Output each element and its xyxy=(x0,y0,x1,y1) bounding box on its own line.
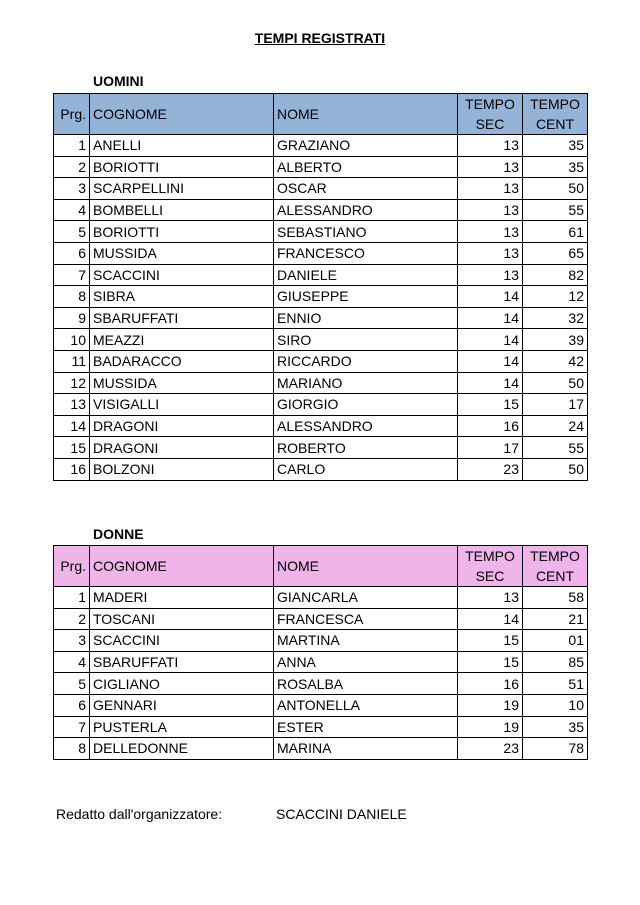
cell-tempo-sec: 15 xyxy=(458,630,523,652)
cell-tempo-sec: 17 xyxy=(458,437,523,459)
men-section-label: UOMINI xyxy=(93,73,144,89)
cell-tempo-cent: 50 xyxy=(523,178,588,200)
cell-prg: 6 xyxy=(54,694,90,716)
table-row xyxy=(54,264,588,286)
cell-tempo-cent: 12 xyxy=(523,286,588,308)
header-tempo-cent-line1: TEMPO xyxy=(523,546,588,567)
cell-tempo-cent: 61 xyxy=(523,221,588,243)
cell-prg: 16 xyxy=(54,458,90,480)
table-row xyxy=(54,135,588,157)
table-row xyxy=(54,178,588,200)
cell-cognome: BADARACCO xyxy=(90,350,274,372)
cell-cognome: DRAGONI xyxy=(90,415,274,437)
table-row xyxy=(54,651,588,673)
cell-tempo-sec: 13 xyxy=(458,135,523,157)
table-row xyxy=(54,394,588,416)
cell-tempo-cent: 10 xyxy=(523,694,588,716)
cell-nome: CARLO xyxy=(274,458,458,480)
cell-prg: 8 xyxy=(54,286,90,308)
cell-prg: 15 xyxy=(54,437,90,459)
cell-prg: 5 xyxy=(54,673,90,695)
table-row xyxy=(54,156,588,178)
cell-tempo-sec: 13 xyxy=(458,264,523,286)
cell-prg: 8 xyxy=(54,738,90,760)
cell-nome: ANTONELLA xyxy=(274,694,458,716)
cell-nome: SEBASTIANO xyxy=(274,221,458,243)
men-table-body xyxy=(54,135,588,481)
cell-tempo-cent: 50 xyxy=(523,372,588,394)
cell-tempo-sec: 13 xyxy=(458,587,523,609)
table-row xyxy=(54,307,588,329)
cell-nome: GIUSEPPE xyxy=(274,286,458,308)
cell-tempo-sec: 13 xyxy=(458,156,523,178)
cell-tempo-sec: 13 xyxy=(458,178,523,200)
cell-tempo-sec: 19 xyxy=(458,694,523,716)
table-row xyxy=(54,437,588,459)
cell-cognome: SBARUFFATI xyxy=(90,651,274,673)
table-row xyxy=(54,630,588,652)
cell-prg: 4 xyxy=(54,199,90,221)
cell-prg: 1 xyxy=(54,135,90,157)
cell-tempo-cent: 42 xyxy=(523,350,588,372)
cell-tempo-sec: 23 xyxy=(458,738,523,760)
cell-prg: 12 xyxy=(54,372,90,394)
header-tempo-cent-line2: CENT xyxy=(523,114,588,135)
cell-cognome: MEAZZI xyxy=(90,329,274,351)
cell-tempo-cent: 82 xyxy=(523,264,588,286)
cell-nome: ENNIO xyxy=(274,307,458,329)
cell-nome: FRANCESCO xyxy=(274,242,458,264)
cell-cognome: MUSSIDA xyxy=(90,242,274,264)
cell-prg: 2 xyxy=(54,156,90,178)
cell-cognome: CIGLIANO xyxy=(90,673,274,695)
cell-nome: OSCAR xyxy=(274,178,458,200)
cell-tempo-cent: 85 xyxy=(523,651,588,673)
cell-tempo-cent: 58 xyxy=(523,587,588,609)
header-tempo-sec-line2: SEC xyxy=(458,566,523,587)
cell-tempo-cent: 78 xyxy=(523,738,588,760)
cell-tempo-sec: 13 xyxy=(458,242,523,264)
cell-tempo-sec: 23 xyxy=(458,458,523,480)
cell-tempo-cent: 65 xyxy=(523,242,588,264)
cell-nome: FRANCESCA xyxy=(274,608,458,630)
cell-tempo-cent: 55 xyxy=(523,199,588,221)
cell-tempo-sec: 16 xyxy=(458,673,523,695)
cell-tempo-cent: 50 xyxy=(523,458,588,480)
cell-prg: 6 xyxy=(54,242,90,264)
cell-cognome: VISIGALLI xyxy=(90,394,274,416)
cell-cognome: SBARUFFATI xyxy=(90,307,274,329)
cell-tempo-cent: 24 xyxy=(523,415,588,437)
cell-tempo-cent: 55 xyxy=(523,437,588,459)
cell-cognome: BOLZONI xyxy=(90,458,274,480)
table-row xyxy=(54,286,588,308)
women-table xyxy=(53,545,588,760)
header-nome: NOME xyxy=(274,546,458,587)
cell-prg: 4 xyxy=(54,651,90,673)
cell-prg: 7 xyxy=(54,716,90,738)
table-row xyxy=(54,608,588,630)
header-tempo-cent-line2: CENT xyxy=(523,566,588,587)
cell-prg: 10 xyxy=(54,329,90,351)
cell-cognome: GENNARI xyxy=(90,694,274,716)
cell-tempo-cent: 35 xyxy=(523,135,588,157)
cell-tempo-cent: 17 xyxy=(523,394,588,416)
cell-cognome: BOMBELLI xyxy=(90,199,274,221)
women-table-body xyxy=(54,587,588,760)
cell-nome: MARIANO xyxy=(274,372,458,394)
footer-label: Redatto dall'organizzatore: xyxy=(56,806,223,822)
header-nome: NOME xyxy=(274,94,458,135)
header-tempo-sec-line1: TEMPO xyxy=(458,546,523,567)
cell-nome: ROBERTO xyxy=(274,437,458,459)
cell-nome: ALESSANDRO xyxy=(274,415,458,437)
cell-cognome: DRAGONI xyxy=(90,437,274,459)
cell-nome: ANNA xyxy=(274,651,458,673)
cell-tempo-sec: 16 xyxy=(458,415,523,437)
cell-prg: 11 xyxy=(54,350,90,372)
cell-nome: GRAZIANO xyxy=(274,135,458,157)
cell-tempo-cent: 35 xyxy=(523,156,588,178)
cell-prg: 3 xyxy=(54,630,90,652)
table-row xyxy=(54,673,588,695)
table-row xyxy=(54,716,588,738)
cell-tempo-sec: 14 xyxy=(458,307,523,329)
cell-tempo-cent: 01 xyxy=(523,630,588,652)
cell-tempo-cent: 51 xyxy=(523,673,588,695)
cell-cognome: DELLEDONNE xyxy=(90,738,274,760)
table-row xyxy=(54,587,588,609)
cell-nome: RICCARDO xyxy=(274,350,458,372)
cell-nome: ALBERTO xyxy=(274,156,458,178)
cell-prg: 13 xyxy=(54,394,90,416)
cell-tempo-cent: 35 xyxy=(523,716,588,738)
cell-tempo-sec: 14 xyxy=(458,286,523,308)
cell-cognome: SCARPELLINI xyxy=(90,178,274,200)
cell-cognome: ANELLI xyxy=(90,135,274,157)
footer-organizer-name: SCACCINI DANIELE xyxy=(276,806,407,822)
women-section-label: DONNE xyxy=(93,526,144,542)
cell-cognome: PUSTERLA xyxy=(90,716,274,738)
cell-cognome: TOSCANI xyxy=(90,608,274,630)
header-cognome: COGNOME xyxy=(90,546,274,587)
cell-tempo-sec: 14 xyxy=(458,608,523,630)
cell-nome: ROSALBA xyxy=(274,673,458,695)
header-prg: Prg. xyxy=(54,546,90,587)
cell-tempo-cent: 32 xyxy=(523,307,588,329)
cell-cognome: SCACCINI xyxy=(90,264,274,286)
cell-cognome: MUSSIDA xyxy=(90,372,274,394)
cell-tempo-sec: 14 xyxy=(458,329,523,351)
cell-tempo-sec: 13 xyxy=(458,221,523,243)
cell-cognome: SIBRA xyxy=(90,286,274,308)
table-row xyxy=(54,738,588,760)
cell-prg: 7 xyxy=(54,264,90,286)
table-row xyxy=(54,350,588,372)
table-row xyxy=(54,242,588,264)
cell-prg: 14 xyxy=(54,415,90,437)
cell-tempo-sec: 15 xyxy=(458,651,523,673)
cell-tempo-cent: 39 xyxy=(523,329,588,351)
cell-prg: 9 xyxy=(54,307,90,329)
header-tempo-sec-line1: TEMPO xyxy=(458,94,523,115)
cell-prg: 5 xyxy=(54,221,90,243)
men-table xyxy=(53,93,588,481)
cell-cognome: SCACCINI xyxy=(90,630,274,652)
cell-cognome: BORIOTTI xyxy=(90,221,274,243)
header-tempo-cent-line1: TEMPO xyxy=(523,94,588,115)
cell-tempo-sec: 13 xyxy=(458,199,523,221)
cell-tempo-sec: 14 xyxy=(458,372,523,394)
cell-nome: GIANCARLA xyxy=(274,587,458,609)
cell-nome: DANIELE xyxy=(274,264,458,286)
cell-nome: ESTER xyxy=(274,716,458,738)
table-row xyxy=(54,372,588,394)
cell-nome: GIORGIO xyxy=(274,394,458,416)
cell-nome: ALESSANDRO xyxy=(274,199,458,221)
table-row xyxy=(54,458,588,480)
header-prg: Prg. xyxy=(54,94,90,135)
header-cognome: COGNOME xyxy=(90,94,274,135)
cell-nome: MARTINA xyxy=(274,630,458,652)
cell-tempo-cent: 21 xyxy=(523,608,588,630)
table-row xyxy=(54,415,588,437)
cell-prg: 2 xyxy=(54,608,90,630)
cell-prg: 3 xyxy=(54,178,90,200)
cell-tempo-sec: 15 xyxy=(458,394,523,416)
table-row xyxy=(54,694,588,716)
page-title: TEMPI REGISTRATI xyxy=(254,30,386,46)
table-row xyxy=(54,221,588,243)
cell-cognome: BORIOTTI xyxy=(90,156,274,178)
table-row xyxy=(54,199,588,221)
cell-nome: SIRO xyxy=(274,329,458,351)
cell-tempo-sec: 19 xyxy=(458,716,523,738)
cell-tempo-sec: 14 xyxy=(458,350,523,372)
table-row xyxy=(54,329,588,351)
cell-nome: MARINA xyxy=(274,738,458,760)
header-tempo-sec-line2: SEC xyxy=(458,114,523,135)
cell-cognome: MADERI xyxy=(90,587,274,609)
cell-prg: 1 xyxy=(54,587,90,609)
